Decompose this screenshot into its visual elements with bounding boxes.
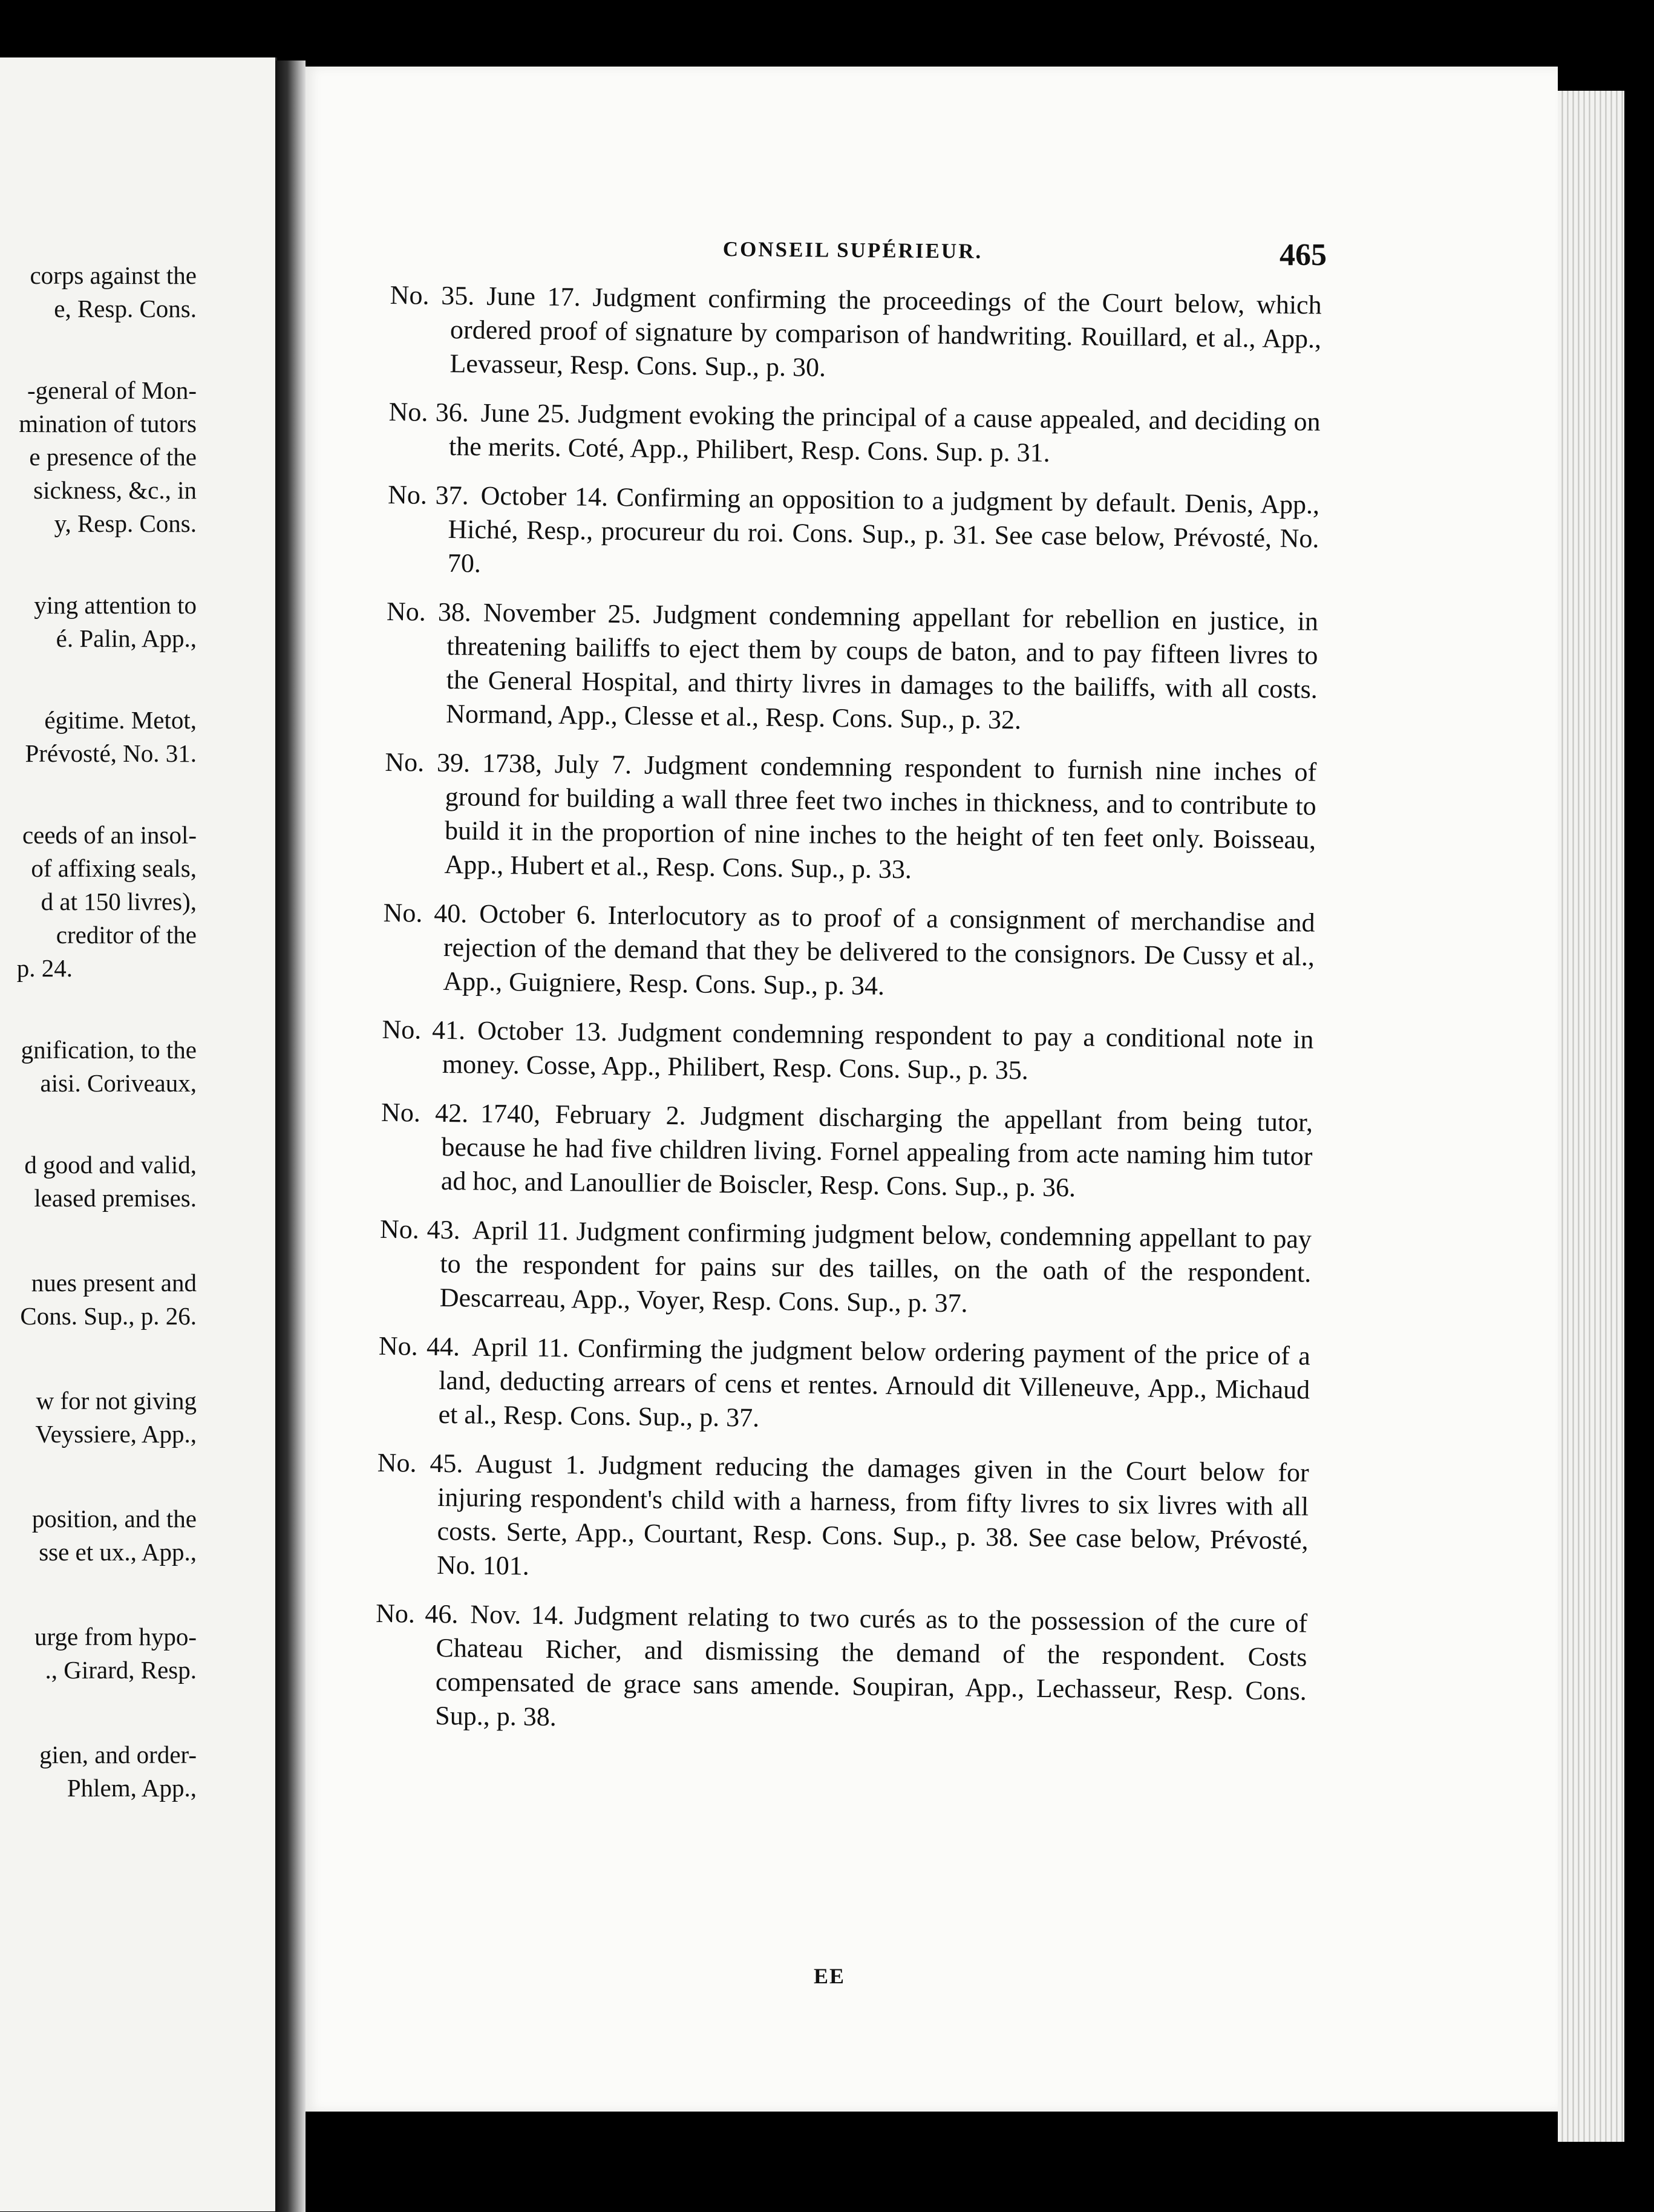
entry-number: No. 41. bbox=[382, 1014, 466, 1045]
entry-text: 1740, February 2. Judgment discharging the appellant from being tutor, because he had five children living. Fornel appealing from acte naming him tutor ad hoc, and Lanoullier de Boiscler, Resp. Cons. Sup., p. 36. bbox=[440, 1098, 1313, 1203]
entry-text: November 25. Judgment condemning appellant for rebellion en justice, in threatening bailiffs to eject them by coups de baton, and to pay fifteen livres to the General Hospital, and thirty livres in damages to the bailiffs, with all costs. Normand, App., Clesse et al., Resp. Cons. Sup., p. 32. bbox=[445, 597, 1319, 735]
left-line: sse et ux., App., bbox=[39, 1538, 197, 1566]
left-line: gnification, to the bbox=[21, 1036, 197, 1064]
left-line: nues present and bbox=[31, 1269, 197, 1297]
left-line: sickness, &c., in bbox=[33, 476, 197, 504]
entry-text: October 6. Interlocutory as to proof of a consignment of merchandise and rejection of the demand that they be delivered to the consignors. De Cussy et al., App., Guigniere, Resp. Cons. Sup., p. 34. bbox=[443, 898, 1315, 1001]
left-line: Cons. Sup., p. 26. bbox=[20, 1302, 197, 1330]
entry-number: No. 44. bbox=[378, 1330, 460, 1362]
book-gutter bbox=[275, 61, 306, 2212]
list-item bbox=[378, 1329, 1310, 1441]
left-line: mination of tutors bbox=[19, 410, 197, 437]
left-line: corps against the bbox=[30, 261, 197, 289]
left-line: urge from hypo- bbox=[34, 1623, 197, 1651]
entry-text: October 14. Confirming an opposition to a judgment by default. Denis, App., Hiché, Resp., procureur du roi. Cons. Sup., p. 31. See case below, Prévosté, No. 70. bbox=[447, 480, 1320, 578]
left-line: leased premises. bbox=[34, 1184, 197, 1212]
left-line: e presence of the bbox=[29, 443, 197, 471]
left-line: w for not giving bbox=[36, 1387, 197, 1415]
entry-number: No. 39. bbox=[385, 747, 471, 778]
entry-text: June 25. Judgment evoking the principal of a cause appealed, and deciding on the merits. Coté, App., Philibert, Resp. Cons. Sup. p. 31. bbox=[448, 398, 1321, 468]
entry-text: April 11. Confirming the judgment below ordering payment of the price of a land, deducting arrears of cens et rentes. Arnould dit Villeneuve, App., Michaud et al., Resp. Cons. Sup., p. 37. bbox=[438, 1332, 1311, 1433]
entry-number: No. 45. bbox=[377, 1447, 463, 1479]
list-item bbox=[388, 395, 1321, 473]
entry-text: 1738, July 7. Judgment condemning respondent to furnish nine inches of ground for building a wall three feet two inches in thickness, and to contribute to build it in the proportion of nine inches to the height of ten feet only. Boisseau, App., Hubert et al., Resp. Cons. Sup., p. 33. bbox=[444, 748, 1317, 885]
entry-number: No. 40. bbox=[383, 897, 468, 929]
left-line: d at 150 livres), bbox=[41, 888, 197, 915]
list-item bbox=[382, 896, 1315, 1008]
left-page bbox=[0, 57, 277, 2211]
left-line: of affixing seals, bbox=[31, 854, 197, 882]
entry-text: April 11. Judgment confirming judgment below, condemning appellant to pay to the respondent for pains sur des tailles, on the oath of the respondent. Descarreau, App., Voyer, Resp. Cons. Sup., p. 37. bbox=[439, 1215, 1312, 1318]
entry-number: No. 38. bbox=[386, 596, 472, 627]
left-line: ., Girard, Resp. bbox=[45, 1656, 197, 1684]
list-item bbox=[387, 478, 1320, 590]
entry-number: No. 43. bbox=[379, 1214, 460, 1245]
page-edges bbox=[1558, 91, 1624, 2142]
left-line: gien, and order- bbox=[39, 1741, 197, 1769]
list-item bbox=[389, 278, 1322, 390]
left-line: aisi. Coriveaux, bbox=[40, 1069, 197, 1097]
entry-text: August 1. Judgment reducing the damages given in the Court below for injuring respondent's child with a harness, from fifty livres to six livres with all costs. Serte, App., Courtant, Resp. Cons. Sup., p. 38. See case below, Prévosté, No. 101. bbox=[436, 1448, 1310, 1581]
left-line: e, Resp. Cons. bbox=[54, 295, 197, 322]
entry-text: October 13. Judgment condemning respondent to pay a conditional note in money. Cosse, App., Philibert, Resp. Cons. Sup., p. 35. bbox=[442, 1015, 1314, 1085]
signature-mark: EE bbox=[814, 1964, 846, 1988]
list-item bbox=[384, 745, 1316, 891]
page-number: 465 bbox=[1280, 238, 1327, 272]
left-line: p. 24. bbox=[16, 954, 73, 982]
list-item bbox=[379, 1212, 1312, 1324]
left-line: Veyssiere, App., bbox=[35, 1420, 197, 1448]
list-item bbox=[385, 595, 1318, 741]
left-line: Prévosté, No. 31. bbox=[25, 739, 197, 767]
list-item bbox=[376, 1446, 1309, 1592]
left-line: position, and the bbox=[31, 1505, 197, 1533]
left-line: ying attention to bbox=[34, 591, 197, 619]
left-line: d good and valid, bbox=[24, 1151, 197, 1179]
entry-number: No. 36. bbox=[388, 396, 469, 428]
entry-number: No. 42. bbox=[381, 1097, 469, 1128]
left-line: égitime. Metot, bbox=[44, 706, 197, 734]
entry-number: No. 35. bbox=[390, 280, 475, 311]
left-line: y, Resp. Cons. bbox=[54, 509, 197, 537]
right-page bbox=[306, 67, 1558, 2112]
running-head: CONSEIL SUPÉRIEUR. bbox=[722, 237, 983, 263]
list-item bbox=[381, 1096, 1313, 1208]
left-line: ceeds of an insol- bbox=[22, 821, 197, 849]
entry-list bbox=[374, 278, 1322, 1758]
list-item bbox=[374, 1597, 1307, 1742]
left-line: -general of Mon- bbox=[27, 376, 197, 404]
entry-number: No. 37. bbox=[387, 479, 469, 511]
list-item bbox=[382, 1013, 1314, 1091]
left-line: é. Palin, App., bbox=[56, 624, 197, 652]
entry-number: No. 46. bbox=[375, 1598, 459, 1629]
entry-text: June 17. Judgment confirming the proceedings of the Court below, which ordered proof of signature by comparison of handwriting. Rouillard, et al., App., Levasseur, Resp. Cons. Sup., p. 30. bbox=[449, 281, 1322, 382]
left-line: creditor of the bbox=[56, 921, 197, 949]
entry-text: Nov. 14. Judgment relating to two curés as to the possession of the cure of Chateau Richer, and dismissing the demand of the respondent. Costs compensated de grace sans amende. Soupiran, App., Lechasseur, Resp. Cons. Sup., p. 38. bbox=[435, 1599, 1308, 1732]
left-line: Phlem, App., bbox=[67, 1774, 197, 1802]
